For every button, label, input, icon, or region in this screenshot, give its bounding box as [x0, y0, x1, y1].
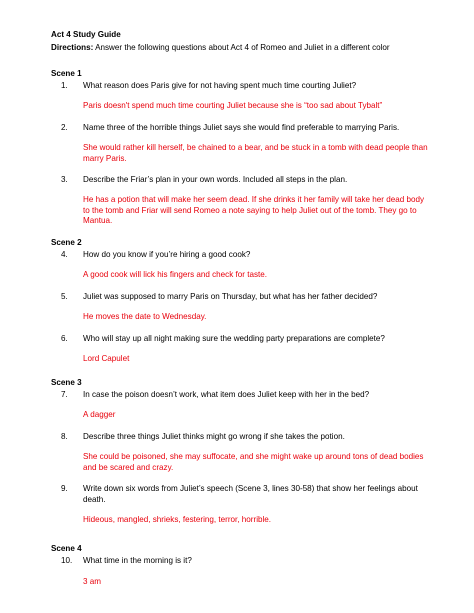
- scene-heading: Scene 2: [51, 238, 82, 247]
- question-text: How do you know if you’re hiring a good cook?: [83, 250, 251, 259]
- question-number: 8.: [61, 432, 68, 441]
- scene-heading: Scene 1: [51, 69, 82, 78]
- answer-10: 3 am: [83, 577, 101, 586]
- answer-5: He moves the date to Wednesday.: [83, 312, 207, 321]
- question-text: Juliet was supposed to marry Paris on Thursday, but what has her father decided?: [83, 292, 378, 301]
- answer-2: She would rather kill herself, be chained to a bear, and be stuck in a tomb with dead people than marry Paris.: [83, 143, 428, 163]
- answer-9: Hideous, mangled, shrieks, festering, terror, horrible.: [83, 515, 272, 524]
- question-text: Describe three things Juliet thinks might go wrong if she takes the potion.: [83, 432, 345, 441]
- answer-3: He has a potion that will make her seem dead. If she drinks it her family will take her dead body to the tomb and Friar will send Romeo a note saying to help Juliet out of the tomb. They go to Mantua.: [83, 195, 425, 225]
- directions-text: Answer the following questions about Act 4 of Romeo and Juliet in a different color: [93, 43, 390, 52]
- scene-heading: Scene 3: [51, 378, 82, 387]
- document-title: Act 4 Study Guide: [51, 30, 121, 39]
- directions-label: Directions:: [51, 43, 94, 52]
- question-text: Describe the Friar’s plan in your own words. Included all steps in the plan.: [83, 175, 348, 184]
- question-text: Write down six words from Juliet’s speech (Scene 3, lines 30-58) that show her feelings about death.: [83, 484, 418, 504]
- scene-heading: Scene 4: [51, 544, 82, 553]
- question-number: 1.: [61, 81, 68, 90]
- question-text: What time in the morning is it?: [83, 556, 192, 565]
- answer-1: Paris doesn't spend much time courting Juliet because she is “too sad about Tybalt”: [83, 101, 383, 110]
- answer-4: A good cook will lick his fingers and check for taste.: [83, 270, 267, 279]
- question-text: Name three of the horrible things Juliet says she would find preferable to marrying Paris.: [83, 123, 400, 132]
- directions: [51, 43, 451, 54]
- question-text: What reason does Paris give for not having spent much time courting Juliet?: [83, 81, 357, 90]
- answer-7: A dagger: [83, 410, 116, 419]
- question-number: 2.: [61, 123, 68, 132]
- question-text: Who will stay up all night making sure the wedding party preparations are complete?: [83, 334, 385, 343]
- question-number: 3.: [61, 175, 68, 184]
- question-number: 9.: [61, 484, 68, 493]
- answer-8: She could be poisoned, she may suffocate, and she might wake up around tons of dead bodies and be scared and crazy.: [83, 452, 424, 472]
- answer-6: Lord Capulet: [83, 354, 130, 363]
- question-number: 7.: [61, 390, 68, 399]
- question-number: 6.: [61, 334, 68, 343]
- question-number: 5.: [61, 292, 68, 301]
- question-number: 4.: [61, 250, 68, 259]
- question-number: 10.: [61, 556, 73, 565]
- question-text: In case the poison doesn’t work, what item does Juliet keep with her in the bed?: [83, 390, 370, 399]
